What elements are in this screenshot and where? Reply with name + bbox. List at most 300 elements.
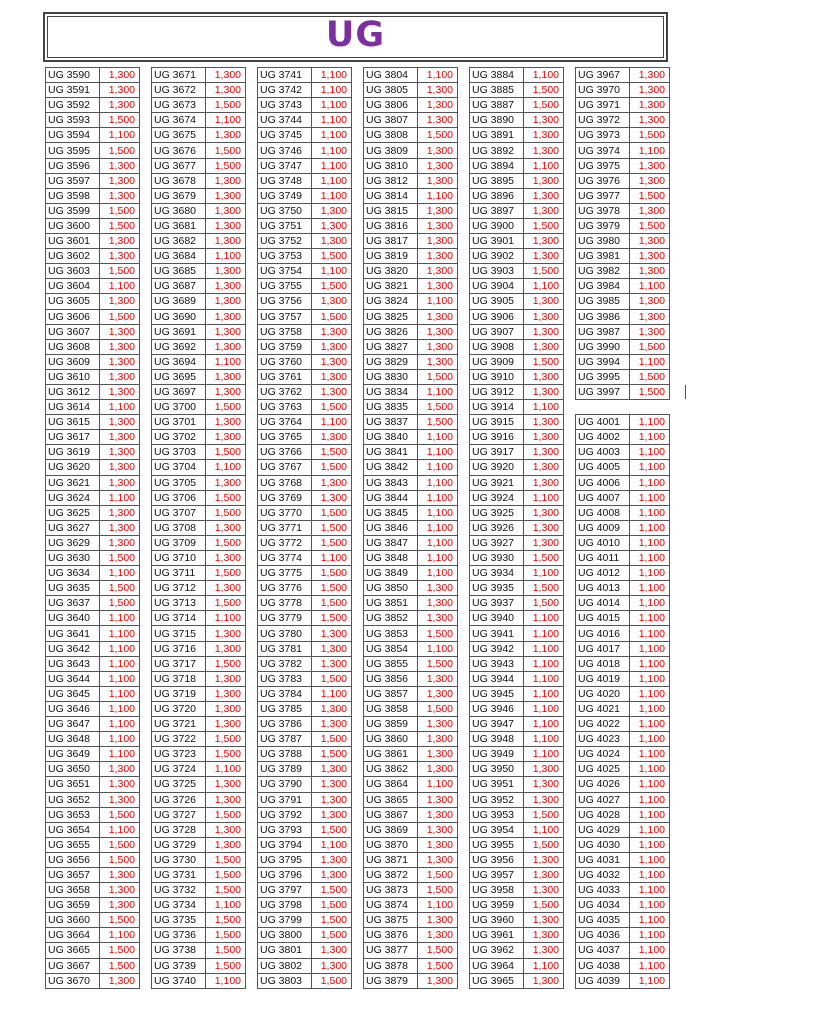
item-price: 1,300	[418, 686, 458, 701]
item-price: 1,300	[524, 249, 564, 264]
table-row	[258, 867, 352, 882]
table-row	[576, 98, 670, 113]
item-code: UG 3704	[152, 460, 206, 475]
item-price: 1,100	[630, 143, 670, 158]
table-row	[470, 913, 564, 928]
item-price: 1,500	[312, 747, 352, 762]
item-price: 1,300	[524, 384, 564, 399]
item-code: UG 3801	[258, 943, 312, 958]
item-code: UG 4011	[576, 551, 630, 566]
item-code: UG 3987	[576, 324, 630, 339]
table-row	[364, 581, 458, 596]
table-row	[258, 339, 352, 354]
table-row	[470, 943, 564, 958]
price-column-1	[45, 67, 140, 989]
item-code: UG 3748	[258, 173, 312, 188]
item-code: UG 4012	[576, 566, 630, 581]
item-code: UG 3786	[258, 717, 312, 732]
table-row	[46, 852, 140, 867]
item-code: UG 3817	[364, 234, 418, 249]
item-code: UG 3722	[152, 732, 206, 747]
item-price: 1,300	[524, 339, 564, 354]
item-code: UG 3894	[470, 158, 524, 173]
item-price: 1,500	[418, 626, 458, 641]
item-price: 1,500	[524, 596, 564, 611]
item-price: 1,100	[630, 913, 670, 928]
table-row	[152, 596, 246, 611]
item-code: UG 3769	[258, 490, 312, 505]
item-code: UG 3877	[364, 943, 418, 958]
item-price: 1,500	[630, 369, 670, 384]
table-row	[152, 188, 246, 203]
table-row	[152, 943, 246, 958]
table-row	[258, 747, 352, 762]
item-code: UG 3879	[364, 973, 418, 988]
table-row	[470, 535, 564, 550]
item-code: UG 3849	[364, 566, 418, 581]
item-code: UG 3897	[470, 203, 524, 218]
table-row	[258, 717, 352, 732]
table-row	[258, 309, 352, 324]
item-code: UG 3995	[576, 369, 630, 384]
item-price: 1,300	[524, 369, 564, 384]
item-price: 1,300	[206, 686, 246, 701]
item-price: 1,500	[418, 867, 458, 882]
item-price: 1,100	[100, 928, 140, 943]
item-price: 1,100	[630, 641, 670, 656]
item-code: UG 3959	[470, 898, 524, 913]
item-code: UG 3876	[364, 928, 418, 943]
table-row	[364, 641, 458, 656]
item-price: 1,300	[630, 173, 670, 188]
item-price: 1,500	[524, 837, 564, 852]
table-row	[576, 128, 670, 143]
table-row	[258, 218, 352, 233]
table-row	[470, 83, 564, 98]
table-row	[46, 264, 140, 279]
table-row	[576, 883, 670, 898]
item-price: 1,100	[630, 701, 670, 716]
item-code: UG 3916	[470, 430, 524, 445]
table-row	[364, 883, 458, 898]
item-price: 1,300	[206, 188, 246, 203]
item-price: 1,300	[312, 852, 352, 867]
table-row	[258, 883, 352, 898]
title-box	[43, 12, 668, 62]
table-row	[258, 158, 352, 173]
table-row	[152, 294, 246, 309]
table-row	[152, 354, 246, 369]
table-row	[152, 686, 246, 701]
item-code: UG 4006	[576, 475, 630, 490]
item-price: 1,300	[206, 792, 246, 807]
item-price: 1,300	[312, 430, 352, 445]
table-row	[46, 626, 140, 641]
item-code: UG 3620	[46, 460, 100, 475]
item-code: UG 3691	[152, 324, 206, 339]
table-row	[470, 354, 564, 369]
table-row	[46, 747, 140, 762]
item-code: UG 3816	[364, 218, 418, 233]
item-price: 1,500	[100, 852, 140, 867]
table-row	[152, 98, 246, 113]
table-row	[258, 566, 352, 581]
table-row	[364, 928, 458, 943]
table-row	[470, 807, 564, 822]
item-price: 1,300	[418, 611, 458, 626]
item-price: 1,300	[206, 294, 246, 309]
table-row	[152, 671, 246, 686]
item-code: UG 3771	[258, 520, 312, 535]
item-price: 1,300	[206, 415, 246, 430]
table-row	[470, 701, 564, 716]
item-price: 1,500	[524, 83, 564, 98]
item-code: UG 3814	[364, 188, 418, 203]
item-price: 1,300	[312, 867, 352, 882]
item-code: UG 3965	[470, 973, 524, 988]
item-code: UG 3667	[46, 958, 100, 973]
item-price	[630, 400, 670, 415]
item-price: 1,300	[630, 83, 670, 98]
table-row	[364, 415, 458, 430]
item-code: UG 3727	[152, 807, 206, 822]
item-code: UG 3731	[152, 867, 206, 882]
item-code: UG 3596	[46, 158, 100, 173]
table-row	[258, 264, 352, 279]
table-row	[152, 430, 246, 445]
item-code: UG 3755	[258, 279, 312, 294]
item-price: 1,500	[100, 218, 140, 233]
table-row	[258, 581, 352, 596]
item-price: 1,500	[630, 339, 670, 354]
item-code: UG 3914	[470, 400, 524, 415]
item-price: 1,100	[312, 128, 352, 143]
item-code: UG 3746	[258, 143, 312, 158]
table-row	[46, 973, 140, 988]
item-code: UG 3985	[576, 294, 630, 309]
table-row	[46, 460, 140, 475]
item-price: 1,100	[312, 188, 352, 203]
table-row	[152, 807, 246, 822]
item-code: UG 3621	[46, 475, 100, 490]
item-price: 1,300	[206, 837, 246, 852]
table-row	[576, 445, 670, 460]
item-code: UG 4017	[576, 641, 630, 656]
item-code: UG 3952	[470, 792, 524, 807]
item-price: 1,500	[206, 928, 246, 943]
item-code: UG 3762	[258, 384, 312, 399]
table-row	[470, 596, 564, 611]
table-row	[46, 98, 140, 113]
item-code: UG 3884	[470, 68, 524, 83]
item-code: UG 3829	[364, 354, 418, 369]
table-row	[470, 158, 564, 173]
item-price: 1,300	[206, 717, 246, 732]
item-code: UG 3887	[470, 98, 524, 113]
item-price: 1,300	[100, 294, 140, 309]
title-inner-frame	[47, 16, 664, 58]
item-code: UG 4003	[576, 445, 630, 460]
table-row	[576, 973, 670, 988]
table-row	[46, 777, 140, 792]
table-row	[152, 701, 246, 716]
table-row	[364, 400, 458, 415]
table-row	[576, 400, 670, 415]
table-row	[470, 445, 564, 460]
item-code: UG 4035	[576, 913, 630, 928]
table-row	[46, 339, 140, 354]
item-code: UG 3946	[470, 701, 524, 716]
item-price: 1,500	[418, 369, 458, 384]
item-price: 1,500	[630, 384, 670, 399]
item-code: UG 3908	[470, 339, 524, 354]
item-code: UG 3802	[258, 958, 312, 973]
item-price: 1,300	[312, 234, 352, 249]
table-row	[152, 520, 246, 535]
table-row	[364, 686, 458, 701]
item-code: UG 4001	[576, 415, 630, 430]
item-price: 1,300	[524, 520, 564, 535]
item-price: 1,300	[206, 128, 246, 143]
table-row	[258, 807, 352, 822]
item-price: 1,500	[312, 309, 352, 324]
item-code: UG 3711	[152, 566, 206, 581]
table-row	[258, 973, 352, 988]
item-price: 1,300	[100, 384, 140, 399]
table-row	[364, 98, 458, 113]
item-price: 1,300	[312, 958, 352, 973]
item-code: UG 3903	[470, 264, 524, 279]
table-row	[576, 566, 670, 581]
item-price: 1,300	[524, 445, 564, 460]
table-row	[470, 973, 564, 988]
table-row	[470, 113, 564, 128]
item-code: UG 3751	[258, 218, 312, 233]
table-row	[152, 264, 246, 279]
item-code: UG 3806	[364, 98, 418, 113]
table-row	[576, 460, 670, 475]
item-price: 1,500	[312, 249, 352, 264]
item-price: 1,300	[312, 218, 352, 233]
item-code: UG 3664	[46, 928, 100, 943]
item-code: UG 3834	[364, 384, 418, 399]
item-price: 1,300	[418, 264, 458, 279]
item-code: UG 3978	[576, 203, 630, 218]
item-code: UG 3619	[46, 445, 100, 460]
table-row	[576, 701, 670, 716]
item-code: UG 3694	[152, 354, 206, 369]
item-price: 1,300	[206, 641, 246, 656]
item-price: 1,300	[418, 234, 458, 249]
item-price: 1,300	[418, 581, 458, 596]
item-price: 1,100	[312, 173, 352, 188]
table-row	[152, 505, 246, 520]
item-price: 1,500	[100, 958, 140, 973]
table-row	[576, 415, 670, 430]
item-price: 1,500	[100, 807, 140, 822]
table-row	[470, 747, 564, 762]
item-code: UG 3867	[364, 807, 418, 822]
item-price: 1,100	[524, 671, 564, 686]
table-row	[258, 475, 352, 490]
item-price: 1,500	[312, 460, 352, 475]
table-row	[46, 249, 140, 264]
item-price: 1,300	[100, 415, 140, 430]
item-code: UG 3599	[46, 203, 100, 218]
item-price: 1,500	[100, 943, 140, 958]
item-price: 1,100	[100, 701, 140, 716]
table-row	[46, 354, 140, 369]
table-row	[46, 551, 140, 566]
item-code: UG 3702	[152, 430, 206, 445]
item-price: 1,300	[100, 762, 140, 777]
table-row	[46, 203, 140, 218]
item-price: 1,300	[100, 505, 140, 520]
item-price: 1,300	[206, 83, 246, 98]
table-row	[364, 566, 458, 581]
item-price: 1,500	[312, 973, 352, 988]
item-code: UG 3650	[46, 762, 100, 777]
item-code: UG 3851	[364, 596, 418, 611]
table-row	[364, 68, 458, 83]
item-code: UG 3601	[46, 234, 100, 249]
table-row	[470, 958, 564, 973]
item-price: 1,300	[206, 234, 246, 249]
item-code: UG 3837	[364, 415, 418, 430]
item-code: UG 4034	[576, 898, 630, 913]
item-code: UG 3634	[46, 566, 100, 581]
item-price: 1,300	[418, 83, 458, 98]
table-row	[258, 822, 352, 837]
item-code: UG 3671	[152, 68, 206, 83]
item-price: 1,300	[206, 384, 246, 399]
table-row	[364, 249, 458, 264]
item-code: UG 3710	[152, 551, 206, 566]
table-row	[152, 203, 246, 218]
table-row	[46, 717, 140, 732]
table-row	[152, 928, 246, 943]
item-code: UG 3796	[258, 867, 312, 882]
item-price: 1,300	[524, 505, 564, 520]
item-code: UG 3797	[258, 883, 312, 898]
item-code: UG 3674	[152, 113, 206, 128]
item-price: 1,500	[312, 883, 352, 898]
item-price: 1,500	[524, 98, 564, 113]
item-code: UG 3850	[364, 581, 418, 596]
table-row	[46, 762, 140, 777]
item-price: 1,300	[418, 928, 458, 943]
item-price: 1,300	[100, 158, 140, 173]
item-price: 1,100	[418, 898, 458, 913]
item-price: 1,100	[630, 671, 670, 686]
item-code: UG 3707	[152, 505, 206, 520]
item-code: UG 3994	[576, 354, 630, 369]
item-code: UG 4038	[576, 958, 630, 973]
table-row	[258, 913, 352, 928]
table-row	[152, 475, 246, 490]
table-row	[152, 173, 246, 188]
table-row	[576, 475, 670, 490]
item-price: 1,300	[100, 430, 140, 445]
item-price: 1,300	[524, 475, 564, 490]
item-price: 1,300	[418, 158, 458, 173]
item-price: 1,300	[100, 83, 140, 98]
table-row	[258, 943, 352, 958]
item-code: UG 3637	[46, 596, 100, 611]
item-price: 1,100	[100, 656, 140, 671]
item-code: UG 3687	[152, 279, 206, 294]
table-row	[258, 249, 352, 264]
table-row	[364, 551, 458, 566]
item-price: 1,500	[312, 520, 352, 535]
item-code: UG 4036	[576, 928, 630, 943]
table-row	[152, 369, 246, 384]
item-price: 1,500	[524, 551, 564, 566]
item-price: 1,300	[312, 943, 352, 958]
item-code: UG 3610	[46, 369, 100, 384]
item-code: UG 3848	[364, 551, 418, 566]
item-price: 1,300	[206, 324, 246, 339]
item-price: 1,100	[630, 852, 670, 867]
item-price: 1,100	[206, 113, 246, 128]
item-price: 1,100	[100, 490, 140, 505]
item-code: UG 3776	[258, 581, 312, 596]
table-row	[576, 807, 670, 822]
item-price: 1,300	[206, 309, 246, 324]
item-price: 1,100	[630, 535, 670, 550]
table-row	[576, 490, 670, 505]
item-price: 1,100	[100, 732, 140, 747]
item-code: UG 3975	[576, 158, 630, 173]
item-price: 1,300	[206, 430, 246, 445]
item-code: UG 4021	[576, 701, 630, 716]
item-code: UG 3824	[364, 294, 418, 309]
item-code: UG 3856	[364, 671, 418, 686]
table-row	[470, 339, 564, 354]
item-code: UG 3948	[470, 732, 524, 747]
item-price: 1,100	[524, 656, 564, 671]
table-row	[258, 445, 352, 460]
table-row	[258, 837, 352, 852]
item-price: 1,300	[418, 747, 458, 762]
table-row	[364, 535, 458, 550]
item-code: UG 3907	[470, 324, 524, 339]
item-code: UG 4037	[576, 943, 630, 958]
item-price: 1,300	[524, 430, 564, 445]
item-price: 1,300	[206, 203, 246, 218]
item-code: UG 4039	[576, 973, 630, 988]
table-row	[470, 415, 564, 430]
item-price: 1,100	[100, 641, 140, 656]
item-code: UG 3945	[470, 686, 524, 701]
item-price: 1,300	[630, 249, 670, 264]
item-code: UG 3798	[258, 898, 312, 913]
table-row	[576, 792, 670, 807]
item-code: UG 3830	[364, 369, 418, 384]
table-row	[258, 596, 352, 611]
item-price: 1,100	[630, 777, 670, 792]
table-row	[258, 898, 352, 913]
item-code: UG 3778	[258, 596, 312, 611]
item-price: 1,100	[630, 354, 670, 369]
table-row	[152, 973, 246, 988]
item-code: UG 3977	[576, 188, 630, 203]
item-price: 1,100	[418, 294, 458, 309]
item-price: 1,300	[312, 354, 352, 369]
item-price: 1,500	[418, 128, 458, 143]
item-price: 1,100	[312, 686, 352, 701]
item-price: 1,500	[312, 671, 352, 686]
